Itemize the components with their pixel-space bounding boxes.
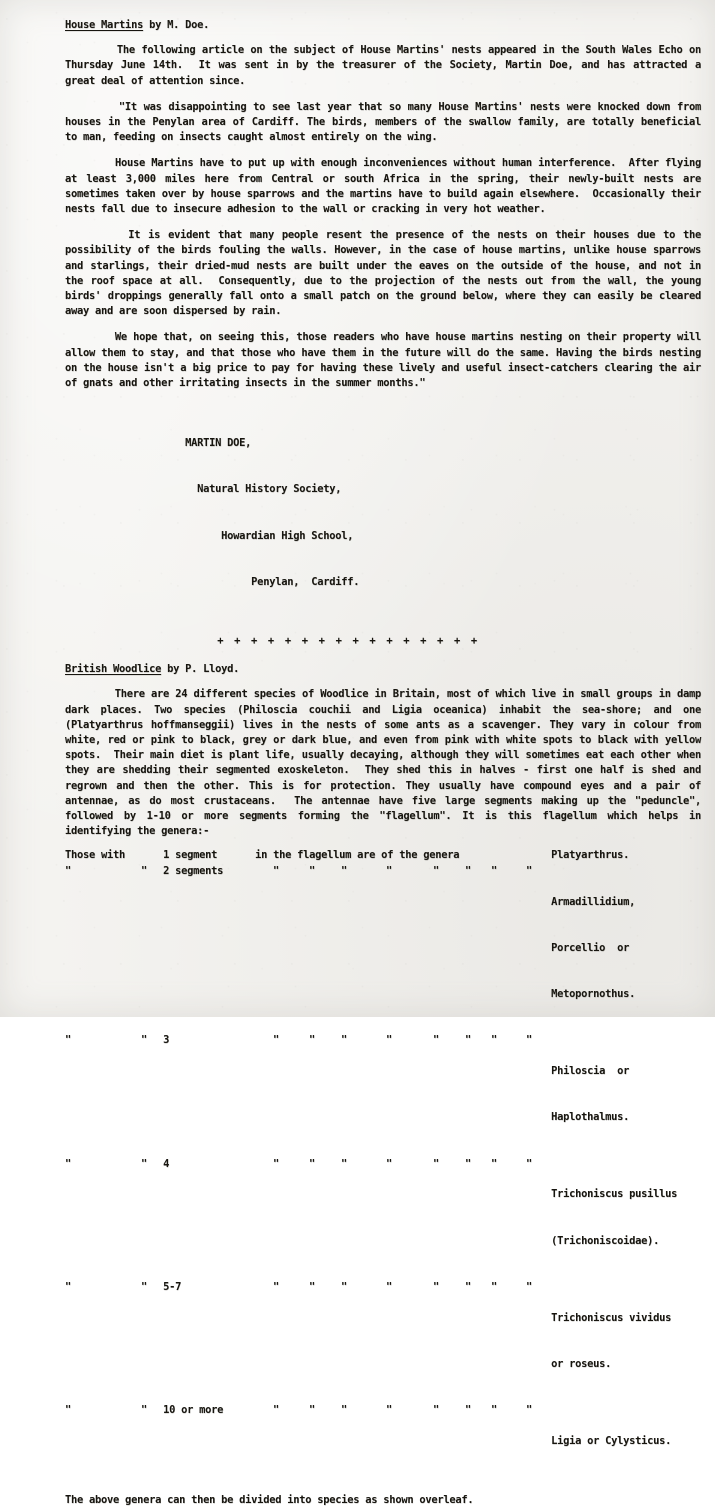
article-one-paragraph-1: The following article on the subject of House Martins' nests appeared in the South Wales Echo on Thursday June 14th. It was sent in by the treasurer of the Society, Martin Doe, and has attracted a great deal of attention since. xyxy=(65,44,708,87)
ditto-mark: " xyxy=(465,1034,472,1047)
key-intro-lead: Those with xyxy=(65,849,126,862)
ditto-mark: " xyxy=(309,1157,316,1170)
ditto-mark: " xyxy=(526,1280,533,1293)
ditto-lead: " xyxy=(65,864,72,877)
ditto-mark: " xyxy=(526,864,533,877)
ditto-lead: " xyxy=(65,1280,72,1293)
ditto-mark: " xyxy=(341,1280,348,1293)
ditto-mark: " xyxy=(465,1157,472,1170)
key-intro-count: 1 segment xyxy=(163,849,218,862)
ditto-mark: " xyxy=(491,1034,498,1047)
ditto-lead: " xyxy=(65,1404,72,1417)
ditto-mark: " xyxy=(273,1280,280,1293)
genus-line: or roseus. xyxy=(551,1357,612,1370)
genus-name xyxy=(551,864,701,1033)
ditto-mark: " xyxy=(386,1404,393,1417)
ditto-mark: " xyxy=(141,1280,148,1293)
ditto-mark: " xyxy=(309,1280,316,1293)
segment-count: 5-7 xyxy=(163,1280,182,1293)
genus-line: Trichoniscus pusillus xyxy=(551,1188,678,1201)
signature-school: Howardian High School, xyxy=(65,529,354,542)
table-row xyxy=(65,1033,701,1156)
ditto-mark: " xyxy=(273,1034,280,1047)
article-one-heading xyxy=(65,18,701,33)
key-intro-spacer xyxy=(125,848,163,863)
signature-name: MARTIN DOE, xyxy=(65,437,252,450)
genus-line: Metopornothus. xyxy=(551,988,636,1001)
ditto-mark: " xyxy=(433,1157,440,1170)
genus-name xyxy=(551,1033,701,1156)
ditto-mark: " xyxy=(491,1157,498,1170)
signature-block xyxy=(65,405,701,621)
table-row-intro xyxy=(65,848,701,863)
ditto-mark: " xyxy=(341,864,348,877)
ditto-mark: " xyxy=(491,1280,498,1293)
ditto-mark: " xyxy=(341,1034,348,1047)
article-two-title: British Woodlice xyxy=(65,663,162,676)
genera-key-table xyxy=(65,848,701,1480)
ditto-mark: " xyxy=(465,1404,472,1417)
ditto-mark: " xyxy=(141,864,148,877)
genus-name xyxy=(551,1280,701,1403)
article-two-byline: by P. Lloyd. xyxy=(161,663,240,676)
ditto-lead: " xyxy=(65,1034,72,1047)
genus-name xyxy=(551,1157,701,1280)
ditto-mark: " xyxy=(309,1034,316,1047)
ditto-mark: " xyxy=(386,1280,393,1293)
segment-count: 3 xyxy=(163,1034,170,1047)
ditto-mark: " xyxy=(465,864,472,877)
ditto-mark: " xyxy=(273,1404,280,1417)
genus-line: Ligia or Cylysticus. xyxy=(551,1434,672,1447)
genus-line: (Trichoniscoidae). xyxy=(551,1234,660,1247)
article-one-title: House Martins xyxy=(65,19,144,31)
key-intro-genus: Platyarthrus. xyxy=(551,849,630,862)
ditto-mark: " xyxy=(341,1404,348,1417)
segment-count: 10 or more xyxy=(163,1404,224,1417)
genus-line: Philoscia or xyxy=(551,1065,630,1078)
closing-line: The above genera can then be divided into species as shown overleaf. xyxy=(65,1494,474,1507)
ditto-mark: " xyxy=(491,1404,498,1417)
table-row xyxy=(65,1157,701,1280)
article-one-byline: by M. Doe. xyxy=(143,19,210,31)
ditto-mark: " xyxy=(386,1034,393,1047)
ditto-mark: " xyxy=(526,1034,533,1047)
ditto-mark: " xyxy=(386,864,393,877)
ditto-mark: " xyxy=(526,1404,533,1417)
ditto-mark: " xyxy=(386,1157,393,1170)
table-row xyxy=(65,1403,701,1480)
ditto-mark: " xyxy=(465,1280,472,1293)
segment-count: 2 segments xyxy=(163,864,224,877)
article-two-paragraph-1: There are 24 different species of Woodlice in Britain, most of which live in small groups in damp dark places. Two species (Philoscia couchii and Ligia oceanica) inhabit the sea-shore; and one (Platyarthrus hoffmanseggii) lives in the nests of some ants as a scavenger. They vary in colour from white, red or pink to black, grey or dark blue, and even from pink with white spots to black with yellow spots. Their main diet is plant life, usually decaying, although they will sometimes eat each other when they are shedding their segmented exoskeleton. They shed this in halves - first one half is shed and regrown and then the other. This is for protection. They usually have compound eyes and a pair of antennae, as do most crustaceans. The antennae have five large segments making up the "peduncle", followed by 1-10 or more segments forming the "flagellum". It is this flagellum which helps in identifying the genera:- xyxy=(65,688,708,838)
genus-line: Armadillidium, xyxy=(551,895,636,908)
genus-name xyxy=(551,1403,701,1480)
ditto-lead: " xyxy=(65,1157,72,1170)
ditto-mark: " xyxy=(309,864,316,877)
ditto-mark: " xyxy=(273,1157,280,1170)
segment-count: 4 xyxy=(163,1157,170,1170)
genus-line: Trichoniscus vividus xyxy=(551,1311,672,1324)
genus-line: Haplothalmus. xyxy=(551,1111,630,1124)
key-intro-middle: in the flagellum are of the genera xyxy=(255,849,460,862)
signature-location: Penylan, Cardiff. xyxy=(65,575,360,588)
ditto-mark: " xyxy=(141,1034,148,1047)
table-row xyxy=(65,1280,701,1403)
article-one-paragraph-2: "It was disappointing to see last year that so many House Martins' nests were knocked down from houses in the Penylan area of Cardiff. The birds, members of the swallow family, are totally beneficial to man, feeding on insects caught almost entirely on the wing. xyxy=(65,100,708,144)
ditto-mark: " xyxy=(526,1157,533,1170)
article-two-heading xyxy=(65,662,701,677)
ditto-mark: " xyxy=(141,1157,148,1170)
ditto-mark: " xyxy=(433,1280,440,1293)
ditto-mark: " xyxy=(341,1157,348,1170)
article-one-paragraph-4: It is evident that many people resent the presence of the nests on their houses due to the possibility of the birds fouling the walls. However, in the case of house martins, unlike house sparrows and starlings, their dried-mud nests are built under the eaves on the outside of the house, and not in the roof space at all. Consequently, due to the projection of the nests out from the wall, the young birds' droppings generally fall onto a small patch on the ground below, where they can easily be cleared away and are soon dispersed by rain. xyxy=(65,229,708,318)
table-row xyxy=(65,864,701,1033)
article-one-paragraph-3: House Martins have to put up with enough inconveniences without human interference. After flying at least 3,000 miles here from Central or south Africa in the spring, their newly-built nests are sometimes taken over by house sparrows and the martins have to build again elsewhere. Occasionally their nests fall due to insecure adhesion to the wall or cracking in very hot weather. xyxy=(65,157,708,216)
article-one-paragraph-5: We hope that, on seeing this, those readers who have house martins nesting on their property will allow them to stay, and that those who have them in the future will do the same. Having the birds nesting on the house isn't a big price to pay for having these lively and useful insect-catchers clearing the air of gnats and other irritating insects in the summer months." xyxy=(65,331,708,390)
ditto-mark: " xyxy=(433,864,440,877)
genus-line: Porcellio or xyxy=(551,941,630,954)
ditto-mark: " xyxy=(309,1404,316,1417)
ditto-mark: " xyxy=(491,864,498,877)
ditto-mark: " xyxy=(141,1404,148,1417)
ditto-mark: " xyxy=(273,864,280,877)
section-divider: + + + + + + + + + + + + + + + + xyxy=(65,634,480,647)
signature-society: Natural History Society, xyxy=(65,483,342,496)
ditto-mark: " xyxy=(433,1034,440,1047)
ditto-mark: " xyxy=(433,1404,440,1417)
